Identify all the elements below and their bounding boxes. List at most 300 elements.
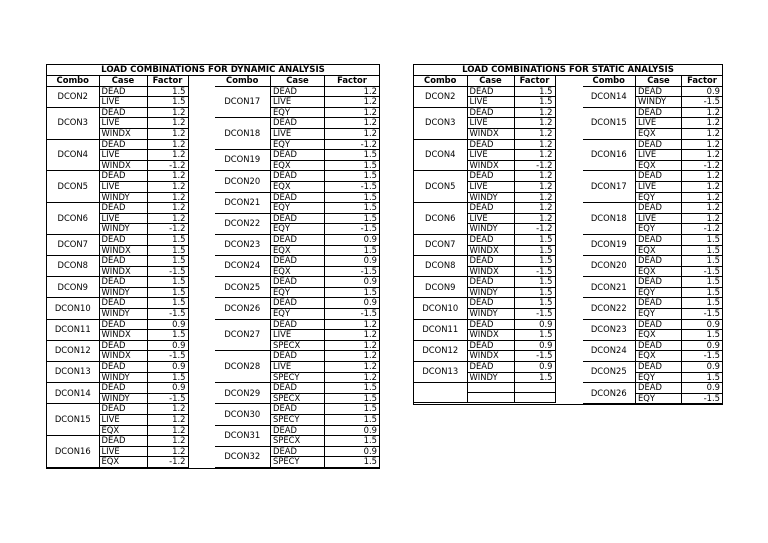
load-case: DEAD [636, 86, 682, 97]
load-case: LIVE [271, 362, 325, 373]
combo-name: DCON23 [215, 234, 271, 255]
load-factor: 1.2 [325, 330, 380, 341]
combo-name: DCON11 [414, 319, 467, 340]
table-row [215, 319, 380, 330]
load-case: DEAD [636, 340, 682, 351]
combo-name: DCON31 [215, 425, 271, 446]
combo-name: DCON8 [47, 256, 99, 277]
load-factor: 1.2 [514, 150, 555, 161]
load-factor: 0.9 [325, 446, 380, 457]
table-row [47, 86, 188, 97]
load-case: DEAD [99, 277, 147, 288]
combo-name: DCON12 [414, 340, 467, 361]
table-row [583, 139, 723, 150]
load-factor: 1.2 [682, 107, 723, 118]
combo-name: DCON26 [583, 383, 636, 404]
load-case: EQY [271, 224, 325, 235]
load-factor: -1.5 [325, 181, 380, 192]
load-case: DEAD [271, 319, 325, 330]
load-factor: 1.2 [147, 213, 188, 224]
column-header: Case [636, 76, 682, 86]
load-factor: 1.2 [325, 86, 380, 97]
load-factor: -1.5 [682, 97, 723, 108]
load-case: DEAD [99, 383, 147, 394]
table-row [583, 319, 723, 330]
load-case: SPECX [271, 340, 325, 351]
load-factor: 1.5 [514, 245, 555, 256]
load-factor: -1.2 [682, 160, 723, 171]
load-case: DEAD [271, 86, 325, 97]
load-factor: 1.2 [147, 150, 188, 161]
load-case: WINDX [467, 351, 514, 362]
table-row [414, 277, 555, 288]
load-factor: 1.5 [514, 372, 555, 383]
load-case: WINDX [467, 330, 514, 341]
table-row [583, 171, 723, 182]
load-factor: 1.5 [147, 97, 188, 108]
load-case: EQX [636, 245, 682, 256]
table-row [414, 340, 555, 351]
combo-name: DCON29 [215, 383, 271, 404]
load-factor: 1.2 [147, 415, 188, 426]
load-case: LIVE [467, 97, 514, 108]
load-factor: 0.9 [325, 234, 380, 245]
load-factor: 1.2 [147, 118, 188, 129]
load-factor: 1.5 [325, 415, 380, 426]
load-case: DEAD [271, 404, 325, 415]
load-case: WINDX [467, 160, 514, 171]
combo-name: DCON16 [47, 436, 99, 468]
load-case: DEAD [271, 171, 325, 182]
load-factor: 1.2 [514, 139, 555, 150]
combo-name: DCON26 [215, 298, 271, 319]
load-case: EQY [636, 372, 682, 383]
combo-name: DCON5 [414, 171, 467, 203]
table-row [414, 86, 555, 97]
load-case: WINDY [467, 309, 514, 320]
load-factor: 0.9 [682, 86, 723, 97]
load-case: DEAD [99, 234, 147, 245]
combo-name: DCON2 [414, 86, 467, 107]
load-case: EQY [636, 224, 682, 235]
table-row [414, 107, 555, 118]
load-case: DEAD [271, 213, 325, 224]
load-factor: 1.2 [514, 203, 555, 214]
combo-name: DCON2 [47, 86, 99, 107]
load-case: EQX [636, 160, 682, 171]
load-case: WINDX [99, 351, 147, 362]
load-factor: 1.5 [325, 383, 380, 394]
load-case: EQX [271, 245, 325, 256]
load-case [467, 383, 514, 393]
load-case: WINDY [467, 372, 514, 383]
load-case: DEAD [99, 362, 147, 373]
load-case: WINDX [99, 266, 147, 277]
load-factor: 1.5 [682, 277, 723, 288]
combo-name: DCON14 [583, 86, 636, 107]
load-factor: 1.5 [682, 372, 723, 383]
load-factor: -1.5 [514, 351, 555, 362]
combo-name: DCON27 [215, 319, 271, 351]
load-case: WINDY [99, 393, 147, 404]
load-case: LIVE [467, 213, 514, 224]
load-factor: 1.2 [325, 351, 380, 362]
load-factor: 1.5 [514, 234, 555, 245]
load-factor: 1.2 [147, 203, 188, 214]
load-factor: 1.2 [147, 192, 188, 203]
load-case: DEAD [467, 203, 514, 214]
load-case: EQY [271, 287, 325, 298]
table-row [215, 383, 380, 394]
table-row [47, 362, 188, 373]
load-case: LIVE [99, 446, 147, 457]
load-factor: 1.5 [514, 97, 555, 108]
static-analysis-sheet [413, 64, 723, 405]
load-case: DEAD [467, 362, 514, 373]
combo-name: DCON16 [583, 139, 636, 171]
load-case: DEAD [467, 139, 514, 150]
load-factor: -1.5 [147, 351, 188, 362]
load-factor: 1.2 [147, 425, 188, 436]
column-header: Combo [215, 76, 271, 86]
table-row [583, 340, 723, 351]
table-row [583, 383, 723, 394]
load-case: DEAD [99, 86, 147, 97]
load-factor: -1.5 [325, 266, 380, 277]
table-row [583, 362, 723, 373]
combo-name: DCON25 [583, 362, 636, 383]
load-factor: 1.5 [325, 436, 380, 447]
load-case: LIVE [271, 128, 325, 139]
combo-name: DCON32 [215, 446, 271, 467]
load-case: DEAD [99, 256, 147, 267]
table-row [215, 118, 380, 129]
column-header: Factor [514, 76, 555, 86]
combo-name: DCON18 [215, 118, 271, 150]
combo-name: DCON20 [215, 171, 271, 192]
load-factor [514, 393, 555, 403]
load-case: LIVE [99, 97, 147, 108]
table-row [215, 404, 380, 415]
load-case: DEAD [636, 298, 682, 309]
load-factor: 0.9 [147, 362, 188, 373]
load-case: LIVE [636, 213, 682, 224]
load-case: WINDY [636, 97, 682, 108]
static-left-table [414, 76, 556, 403]
column-header: Case [99, 76, 147, 86]
load-case: DEAD [636, 277, 682, 288]
load-case: DEAD [271, 192, 325, 203]
table-row [47, 171, 188, 182]
load-case: LIVE [467, 118, 514, 129]
load-case: DEAD [271, 150, 325, 161]
load-factor: -1.5 [682, 393, 723, 404]
combo-name: DCON11 [47, 319, 99, 340]
load-case: WINDX [467, 245, 514, 256]
table-row [47, 436, 188, 447]
combo-name: DCON19 [583, 234, 636, 255]
combo-name: DCON19 [215, 150, 271, 171]
combo-name: DCON10 [414, 298, 467, 319]
load-factor: -1.5 [147, 309, 188, 320]
load-factor: 0.9 [147, 383, 188, 394]
load-factor: 0.9 [682, 319, 723, 330]
load-case: EQX [636, 330, 682, 341]
load-case: DEAD [271, 383, 325, 394]
load-factor: 1.2 [147, 404, 188, 415]
load-case: DEAD [99, 298, 147, 309]
load-factor: -1.2 [514, 160, 555, 171]
load-case: DEAD [99, 404, 147, 415]
table-row [215, 86, 380, 97]
table-row [414, 256, 555, 267]
load-factor: 0.9 [682, 383, 723, 394]
load-case: EQX [271, 181, 325, 192]
load-factor: 1.2 [682, 192, 723, 203]
load-factor: 1.2 [514, 107, 555, 118]
load-case: DEAD [467, 340, 514, 351]
load-case: EQX [636, 128, 682, 139]
load-factor: -1.5 [514, 309, 555, 320]
combo-name: DCON22 [583, 298, 636, 319]
load-factor: -1.2 [682, 224, 723, 235]
combo-name: DCON6 [414, 203, 467, 235]
combo-name: DCON12 [47, 340, 99, 361]
load-factor: -1.2 [147, 160, 188, 171]
load-factor: 0.9 [147, 340, 188, 351]
load-factor: 1.5 [682, 287, 723, 298]
table-row [414, 171, 555, 182]
table-row [47, 319, 188, 330]
load-factor: 1.5 [325, 213, 380, 224]
load-case: DEAD [636, 203, 682, 214]
load-factor: 1.5 [147, 86, 188, 97]
load-factor: 1.5 [325, 160, 380, 171]
table-row [215, 425, 380, 436]
column-header: Combo [583, 76, 636, 86]
load-factor: 1.5 [514, 298, 555, 309]
table-row [215, 277, 380, 288]
table-row [414, 319, 555, 330]
combo-name: DCON18 [583, 203, 636, 235]
load-case: LIVE [271, 330, 325, 341]
load-case: DEAD [99, 107, 147, 118]
table-row [215, 298, 380, 309]
load-case: DEAD [467, 298, 514, 309]
table-row [47, 340, 188, 351]
load-factor: 1.5 [514, 287, 555, 298]
load-case: DEAD [99, 319, 147, 330]
load-case [467, 393, 514, 403]
load-factor: 0.9 [682, 340, 723, 351]
combo-name: DCON7 [414, 234, 467, 255]
table-row [47, 383, 188, 394]
load-factor: 1.2 [514, 181, 555, 192]
load-factor: -1.5 [514, 266, 555, 277]
load-factor: 1.2 [325, 372, 380, 383]
combo-name: DCON13 [47, 362, 99, 383]
load-factor: 1.5 [147, 287, 188, 298]
table-row [47, 139, 188, 150]
load-factor: 1.5 [147, 234, 188, 245]
column-header: Case [271, 76, 325, 86]
load-case: LIVE [99, 213, 147, 224]
load-factor: -1.5 [325, 224, 380, 235]
load-factor: 1.2 [325, 118, 380, 129]
combo-name: DCON17 [583, 171, 636, 203]
load-case: DEAD [467, 319, 514, 330]
load-factor: 1.2 [514, 192, 555, 203]
load-case: WINDX [467, 266, 514, 277]
combo-name: DCON21 [215, 192, 271, 213]
combo-name: DCON8 [414, 256, 467, 277]
load-factor: 1.2 [682, 203, 723, 214]
combo-name: DCON17 [215, 86, 271, 118]
column-header: Factor [325, 76, 380, 86]
load-factor: -1.5 [147, 266, 188, 277]
load-case: DEAD [99, 171, 147, 182]
load-factor: 1.2 [147, 181, 188, 192]
table-row [215, 171, 380, 182]
load-case: DEAD [99, 340, 147, 351]
table-row [215, 192, 380, 203]
load-case: SPECY [271, 457, 325, 468]
load-case: SPECY [271, 372, 325, 383]
load-case: DEAD [636, 362, 682, 373]
table-row [583, 256, 723, 267]
load-case: LIVE [636, 118, 682, 129]
table-row [215, 351, 380, 362]
combo-name: DCON21 [583, 277, 636, 298]
table-row [583, 86, 723, 97]
load-factor: 1.5 [325, 150, 380, 161]
dynamic-sheet-title: LOAD COMBINATIONS FOR DYNAMIC ANALYSIS [47, 65, 379, 76]
column-header: Case [467, 76, 514, 86]
load-case: EQX [99, 425, 147, 436]
load-factor: 1.2 [682, 128, 723, 139]
load-case: DEAD [467, 171, 514, 182]
load-factor: 1.5 [682, 330, 723, 341]
load-case: EQY [271, 203, 325, 214]
load-case: EQX [636, 266, 682, 277]
combo-name: DCON24 [215, 256, 271, 277]
combo-name: DCON28 [215, 351, 271, 383]
load-case: SPECX [271, 393, 325, 404]
load-case: SPECY [271, 415, 325, 426]
load-case: LIVE [467, 181, 514, 192]
load-factor: -1.5 [682, 351, 723, 362]
table-row [583, 107, 723, 118]
load-case: DEAD [636, 256, 682, 267]
load-factor: 1.2 [325, 107, 380, 118]
combo-name: DCON14 [47, 383, 99, 404]
combo-name: DCON5 [47, 171, 99, 203]
load-factor: 1.5 [325, 457, 380, 468]
load-factor: 0.9 [325, 277, 380, 288]
table-row [414, 298, 555, 309]
load-factor: 1.2 [147, 171, 188, 182]
table-row [414, 139, 555, 150]
load-case: EQY [636, 287, 682, 298]
load-factor: 1.2 [514, 128, 555, 139]
load-factor: 0.9 [325, 425, 380, 436]
load-case: DEAD [99, 436, 147, 447]
table-row [583, 203, 723, 214]
load-factor: 1.5 [325, 287, 380, 298]
load-case: DEAD [467, 234, 514, 245]
load-case: DEAD [636, 383, 682, 394]
load-factor: 1.2 [514, 171, 555, 182]
load-factor: -1.5 [147, 393, 188, 404]
load-case: DEAD [99, 139, 147, 150]
load-case: WINDX [99, 128, 147, 139]
dynamic-right-table [215, 76, 381, 468]
load-factor: 1.5 [147, 277, 188, 288]
combo-name: DCON15 [583, 107, 636, 139]
load-case: WINDY [99, 372, 147, 383]
combo-name: DCON22 [215, 213, 271, 234]
load-case: DEAD [271, 256, 325, 267]
load-case: DEAD [467, 256, 514, 267]
load-case: EQX [271, 160, 325, 171]
load-factor: -1.5 [682, 309, 723, 320]
load-case: LIVE [271, 97, 325, 108]
load-case: EQX [271, 266, 325, 277]
load-factor: 0.9 [514, 362, 555, 373]
load-factor: 0.9 [514, 319, 555, 330]
table-row [414, 203, 555, 214]
combo-name: DCON20 [583, 256, 636, 277]
load-case: LIVE [467, 150, 514, 161]
load-factor: 1.2 [682, 150, 723, 161]
table-row [215, 256, 380, 267]
header-row [414, 76, 555, 86]
column-header: Combo [414, 76, 467, 86]
header-row [47, 76, 188, 86]
load-factor: 1.5 [682, 298, 723, 309]
combo-name: DCON24 [583, 340, 636, 361]
table-row [47, 256, 188, 267]
load-factor: -1.5 [682, 266, 723, 277]
load-case: WINDY [99, 192, 147, 203]
load-factor: 1.2 [325, 362, 380, 373]
load-case: EQY [636, 192, 682, 203]
static-sheet-title: LOAD COMBINATIONS FOR STATIC ANALYSIS [414, 65, 722, 76]
load-case: DEAD [467, 277, 514, 288]
combo-name: DCON3 [414, 107, 467, 139]
table-row [215, 234, 380, 245]
load-factor: 1.5 [147, 245, 188, 256]
header-row [583, 76, 723, 86]
load-case: LIVE [99, 181, 147, 192]
combo-name [414, 383, 467, 403]
combo-name: DCON6 [47, 203, 99, 235]
combo-name: DCON23 [583, 319, 636, 340]
load-case: WINDY [99, 309, 147, 320]
load-case: DEAD [271, 446, 325, 457]
load-factor: 1.5 [325, 203, 380, 214]
load-case: LIVE [636, 181, 682, 192]
load-factor: 0.9 [325, 256, 380, 267]
load-factor: 0.9 [514, 340, 555, 351]
load-factor: 1.5 [325, 192, 380, 203]
load-factor: 1.2 [147, 436, 188, 447]
table-row [414, 383, 555, 393]
load-case: DEAD [271, 118, 325, 129]
table-row [215, 150, 380, 161]
table-row [47, 234, 188, 245]
combo-name: DCON15 [47, 404, 99, 436]
